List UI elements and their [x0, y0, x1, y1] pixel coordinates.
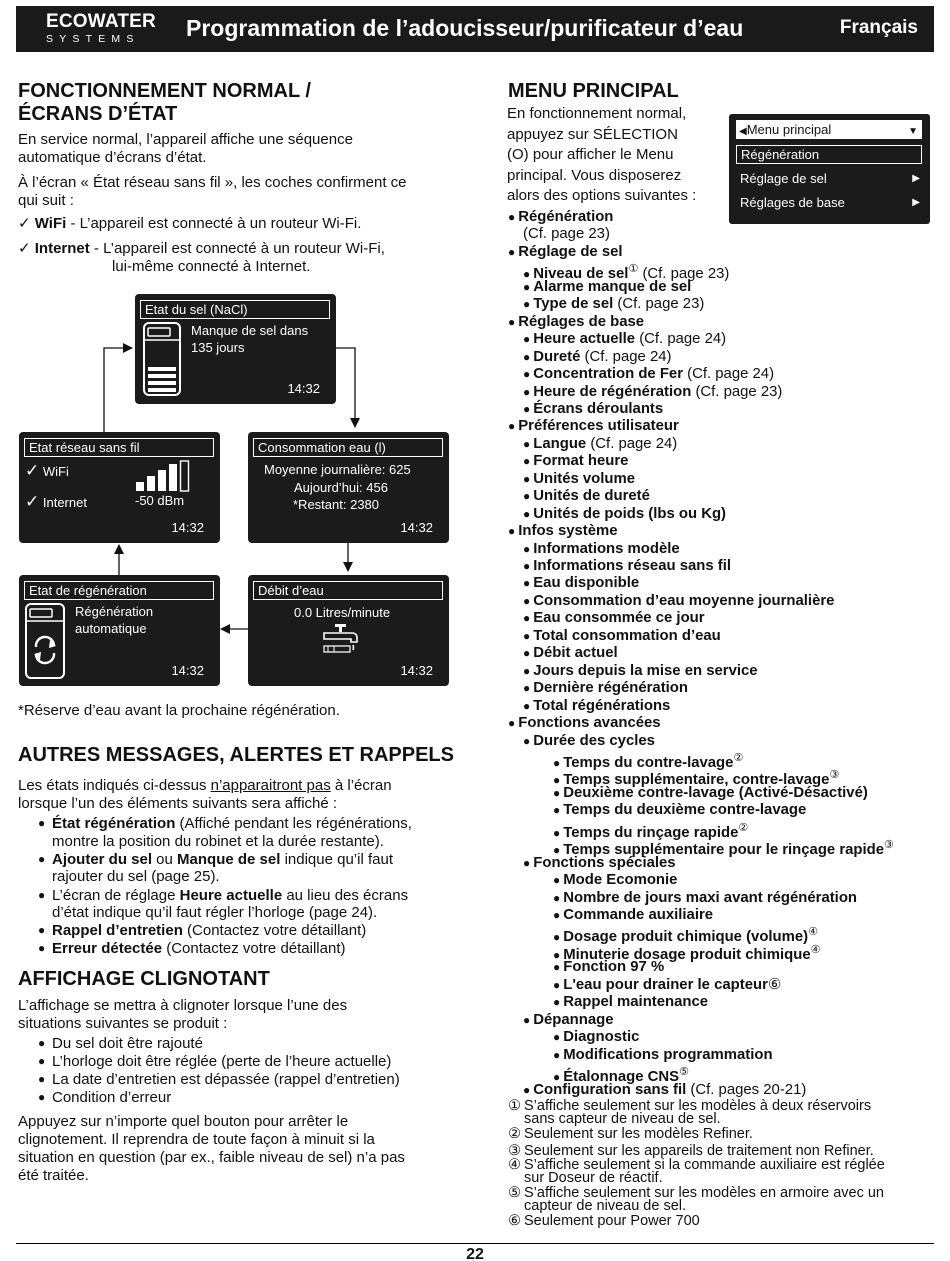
clock-time: 14:32: [400, 520, 433, 535]
menu-tree-item: ● Temps supplémentaire pour le rinçage rapide③: [553, 837, 894, 859]
list-item-cont: rajouter du sel (page 25).: [52, 868, 220, 885]
flow-rate: 0.0 Litres/minute: [294, 605, 391, 620]
menu-tree-item: ● Total consommation d’eau: [523, 628, 721, 645]
menu-tree-item: ● Temps du rinçage rapide②: [553, 820, 748, 842]
language-label: Français: [839, 17, 918, 38]
menu-tree-item: ● Dureté (Cf. page 24): [523, 349, 671, 366]
internet-status: ✓ Internet: [25, 492, 87, 511]
check-icon: ✓: [25, 461, 40, 480]
today-usage: Aujourd’hui: 456: [294, 480, 388, 495]
menu-tree-item: ● Dernière régénération: [523, 680, 688, 697]
menu-tree-item: ● Diagnostic: [553, 1029, 639, 1046]
list-item: ● Du sel doit être rajouté: [52, 1035, 203, 1052]
salt-line1: Manque de sel dans: [191, 323, 309, 338]
list-item-cont: d’état indique qu’il faut régler l’horloge (page 24).: [52, 904, 378, 921]
footnote-item: ⑥ Seulement pour Power 700: [508, 1213, 700, 1229]
triangle-right-icon: ▶: [912, 173, 920, 184]
menu-tree-item: ● Heure actuelle (Cf. page 24): [523, 331, 726, 348]
paragraph-other-messages: Les états indiqués ci-dessus n’apparaitront pas à l’écran lorsque l’un des éléments suivants sera affiché :: [18, 777, 392, 812]
menu-tree-item: ● Eau disponible: [523, 575, 639, 592]
menu-tree-item: ● Fonction 97 %: [553, 959, 664, 976]
menu-tree-item: ● Consommation d’eau moyenne journalière: [523, 593, 834, 610]
menu-tree-item: ● Informations modèle: [523, 541, 680, 558]
wireless-network-screen: [19, 432, 220, 543]
menu-tree-item: ● Modifications programmation: [553, 1047, 773, 1064]
menu-tree-item: ● Informations réseau sans fil: [523, 558, 731, 575]
section-title-other-messages: AUTRES MESSAGES, ALERTES ET RAPPELS: [18, 744, 454, 766]
salt-line2: 135 jours: [191, 340, 245, 355]
menu-tree-item: ● Alarme manque de sel: [523, 279, 691, 296]
menu-tree-item: ● Réglages de base: [508, 314, 644, 331]
triangle-left-icon: ◀: [739, 126, 747, 137]
menu-tree-item: (Cf. page 23): [523, 226, 610, 243]
paragraph-flashing: L’affichage se mettra à clignoter lorsque l’une des situations suivantes se produit :: [18, 997, 348, 1032]
main-menu-screen: [729, 114, 930, 224]
faucet-icon: [322, 622, 360, 654]
menu-tree-item: ● Débit actuel: [523, 645, 618, 662]
section-title-main-menu: MENU PRINCIPAL: [508, 80, 679, 102]
clock-time: 14:32: [287, 381, 320, 396]
menu-header: ◀Menu principal ▼: [736, 120, 922, 139]
menu-tree-item: ● Fonctions spéciales: [523, 855, 676, 872]
menu-tree-item: ● Préférences utilisateur: [508, 418, 679, 435]
list-item: ● L’horloge doit être réglée (perte de l’heure actuelle): [52, 1053, 391, 1070]
menu-tree-item: ● Réglage de sel: [508, 244, 623, 261]
menu-tree-item: ● Temps supplémentaire, contre-lavage③: [553, 767, 839, 789]
clock-time: 14:32: [171, 663, 204, 678]
triangle-right-icon: ▶: [912, 197, 920, 208]
water-flow-screen: [248, 575, 449, 686]
menu-tree-item: ● Heure de régénération (Cf. page 23): [523, 384, 782, 401]
screen-title: Etat de régénération: [24, 581, 214, 600]
paragraph-intro: En service normal, l’appareil affiche une séquence automatique d’écrans d’état.: [18, 131, 353, 166]
menu-tree-item: ● Commande auxiliaire: [553, 907, 713, 924]
screen-title: Consommation eau (l): [253, 438, 443, 457]
menu-tree-item: ● Eau consommée ce jour: [523, 610, 705, 627]
salt-status-screen: [135, 294, 336, 404]
menu-tree-item: ● Configuration sans fil (Cf. pages 20-21): [523, 1082, 806, 1099]
list-item: ● État régénération (Affiché pendant les régénérations,: [52, 815, 412, 832]
menu-tree-item: ● Unités de poids (lbs ou Kg): [523, 506, 726, 523]
menu-tree-item: ● Régénération: [508, 209, 613, 226]
menu-tree-item: ● Infos système: [508, 523, 618, 540]
signal-dbm: -50 dBm: [135, 493, 185, 508]
footnote-item: ③ Seulement sur les appareils de traitement non Refiner.: [508, 1143, 874, 1159]
page-number: 22: [466, 1246, 484, 1261]
menu-item-regeneration: Régénération: [736, 145, 922, 164]
screen-title: Etat réseau sans fil: [24, 438, 214, 457]
menu-tree-item: ● Deuxième contre-lavage (Activé-Désactivé): [553, 785, 868, 802]
softener-unit-icon: [143, 322, 181, 396]
section-title-normal-operation: FONCTIONNEMENT NORMAL / ÉCRANS D’ÉTAT: [18, 80, 311, 125]
screen-title: Etat du sel (NaCl): [140, 300, 330, 319]
footer-rule: [16, 1243, 934, 1244]
footnote-item: ② Seulement sur les modèles Refiner.: [508, 1126, 753, 1142]
menu-tree-item: ● Type de sel (Cf. page 23): [523, 296, 704, 313]
reserve-footnote: *Réserve d’eau avant la prochaine régénération.: [18, 702, 340, 719]
signal-strength-icon: [135, 460, 191, 492]
screen-title: Débit d’eau: [253, 581, 443, 600]
clock-time: 14:32: [171, 520, 204, 535]
regen-line1: Régénération: [75, 604, 154, 619]
menu-tree-item: ● Rappel maintenance: [553, 994, 708, 1011]
menu-tree-item: ● L'eau pour drainer le capteur⑥: [553, 977, 781, 994]
menu-item-salt-settings: Réglage de sel ▶: [740, 171, 920, 186]
logo-text: ECOWATER: [46, 11, 156, 32]
footnote-item: ⑤ S’affiche seulement sur les modèles en armoire avec un capteur de niveau de sel.: [508, 1185, 885, 1214]
check-icon: ✓: [18, 240, 31, 257]
paragraph-checkmarks: À l’écran « État réseau sans fil », les coches confirment ce qui suit :: [18, 174, 407, 209]
paragraph-stop-flashing: Appuyez sur n’importe quel bouton pour arrêter le clignotement. Il reprendra de toute façon à minuit si la situation en question (par ex., faible niveau de sel) n’a pas été traitée.: [18, 1113, 405, 1184]
menu-tree-item: ● Nombre de jours maxi avant régénération: [553, 890, 857, 907]
menu-tree-item: ● Jours depuis la mise en service: [523, 663, 758, 680]
menu-tree-item: ● Mode Ecomonie: [553, 872, 677, 889]
menu-tree-item: ● Temps du deuxième contre-lavage: [553, 802, 806, 819]
list-item: ● Erreur détectée (Contactez votre détaillant): [52, 940, 345, 957]
menu-tree-item: ● Étalonnage CNS⑤: [553, 1064, 689, 1086]
footnote-item: ④ S’affiche seulement si la commande auxiliaire est réglée sur Doseur de réactif.: [508, 1157, 885, 1186]
regeneration-status-screen: [19, 575, 220, 686]
dropdown-icon: ▼: [908, 126, 918, 137]
menu-tree-item: ● Écrans déroulants: [523, 401, 663, 418]
regen-line2: automatique: [75, 621, 147, 636]
menu-tree-item: ● Langue (Cf. page 24): [523, 436, 677, 453]
section-title-flashing-display: AFFICHAGE CLIGNOTANT: [18, 968, 270, 990]
check-icon: ✓: [25, 492, 40, 511]
daily-average: Moyenne journalière: 625: [264, 462, 411, 477]
list-item-cont: montre la position du robinet et la durée restante).: [52, 833, 384, 850]
menu-tree-item: ● Minuterie dosage produit chimique④: [553, 942, 821, 964]
menu-tree-item: ● Niveau de sel① (Cf. page 23): [523, 261, 729, 283]
menu-item-basic-settings: Réglages de base ▶: [740, 195, 920, 210]
list-item: ● Condition d’erreur: [52, 1089, 171, 1106]
wifi-definition: ✓ WiFi - L’appareil est connecté à un routeur Wi-Fi.: [18, 215, 362, 232]
remaining: *Restant: 2380: [293, 497, 380, 512]
paragraph-main-menu: En fonctionnement normal, appuyez sur SÉLECTION (O) pour afficher le Menu principal. Vous disposerez alors des options suivantes :: [507, 105, 697, 205]
page-title: Programmation de l’adoucisseur/purificateur d’eau: [186, 15, 744, 41]
menu-tree-item: ● Total régénérations: [523, 698, 670, 715]
footnote-item: ① S’affiche seulement sur les modèles à deux réservoirs sans capteur de niveau de sel.: [508, 1098, 872, 1127]
check-icon: ✓: [18, 215, 31, 232]
menu-tree-item: ● Unités volume: [523, 471, 635, 488]
regeneration-cycle-icon: [25, 603, 65, 679]
menu-tree-item: ● Temps du contre-lavage②: [553, 750, 743, 772]
list-item: ● Rappel d’entretien (Contactez votre détaillant): [52, 922, 366, 939]
menu-tree-item: ● Dépannage: [523, 1012, 614, 1029]
water-consumption-screen: [248, 432, 449, 543]
menu-tree-item: ● Format heure: [523, 453, 628, 470]
menu-tree-item: ● Durée des cycles: [523, 733, 655, 750]
list-item: ● Ajouter du sel ou Manque de sel indique qu’il faut: [52, 851, 393, 868]
menu-tree-item: ● Concentration de Fer (Cf. page 24): [523, 366, 774, 383]
menu-tree-item: ● Fonctions avancées: [508, 715, 661, 732]
menu-tree-item: ● Unités de dureté: [523, 488, 650, 505]
logo-subtext: SYSTEMS: [46, 33, 140, 45]
menu-tree-item: ● Dosage produit chimique (volume)④: [553, 924, 818, 946]
internet-definition-cont: lui-même connecté à Internet.: [112, 258, 311, 275]
wifi-status: ✓ WiFi: [25, 461, 69, 480]
clock-time: 14:32: [400, 663, 433, 678]
list-item: ● La date d’entretien est dépassée (rappel d’entretien): [52, 1071, 400, 1088]
internet-definition: ✓ Internet - L’appareil est connecté à un routeur Wi-Fi,: [18, 240, 385, 257]
list-item: ● L’écran de réglage Heure actuelle au lieu des écrans: [52, 887, 408, 904]
